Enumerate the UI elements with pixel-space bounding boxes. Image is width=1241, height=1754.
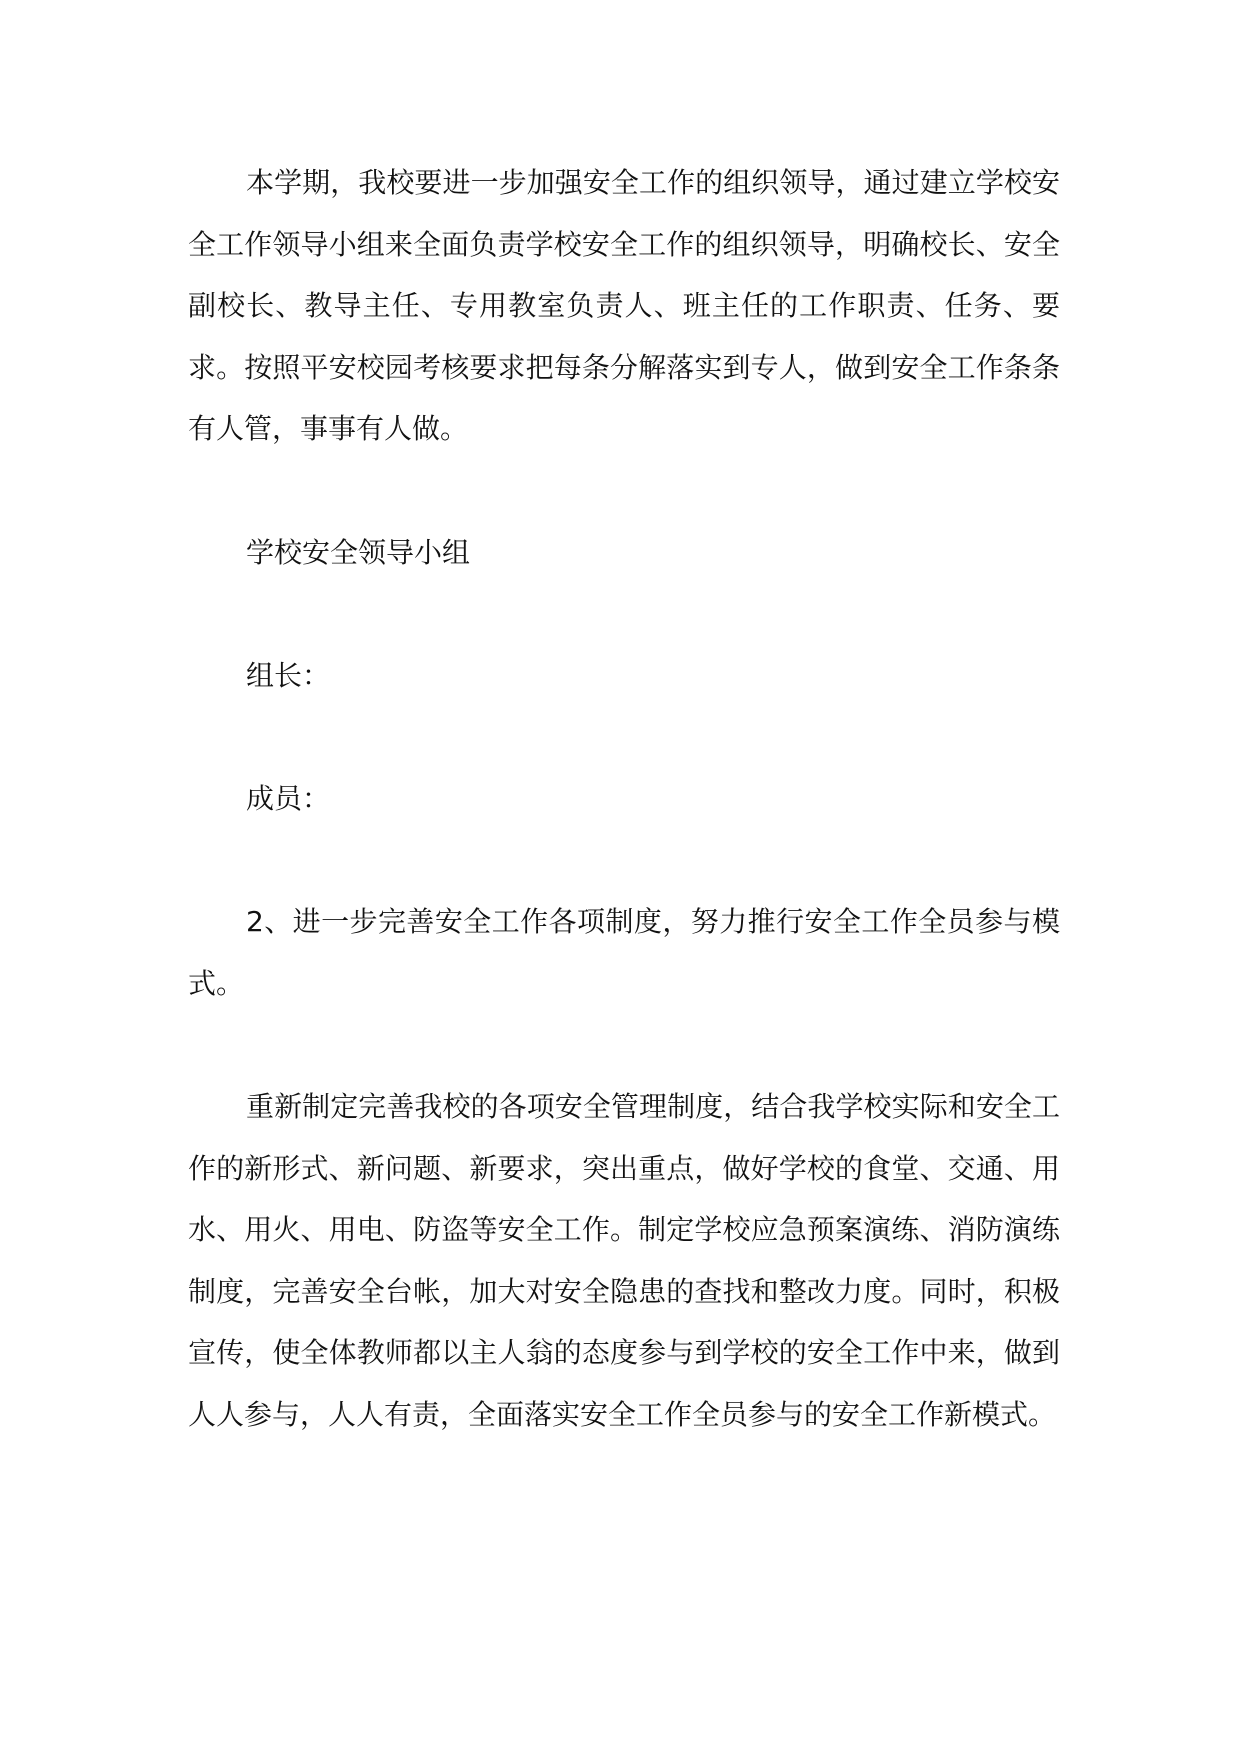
paragraph-item-2: 2、进一步完善安全工作各项制度，努力推行安全工作全员参与模式。	[188, 905, 1060, 1000]
paragraph-group-members: 成员：	[246, 781, 331, 815]
document-body	[188, 152, 1060, 1507]
paragraph-group-leader: 组长：	[246, 658, 331, 692]
paragraph-system-improvement: 重新制定完善我校的各项安全管理制度，结合我学校实际和安全工作的新形式、新问题、新要求，突出重点，做好学校的食堂、交通、用水、用火、用电、防盗等安全工作。制定学校应急预案演练、消防演练制度，完善安全台帐，加大对安全隐患的查找和整改力度。同时，积极宣传，使全体教师都以主人翁的态度参与到学校的安全工作中来，做到人人参与，人人有责，全面落实安全工作全员参与的安全工作新模式。	[188, 1089, 1060, 1431]
paragraph-intro: 本学期，我校要进一步加强安全工作的组织领导，通过建立学校安全工作领导小组来全面负责学校安全工作的组织领导，明确校长、安全副校长、教导主任、专用教室负责人、班主任的工作职责、任务、要求。按照平安校园考核要求把每条分解落实到专人，做到安全工作条条有人管，事事有人做。	[188, 166, 1060, 446]
paragraph-leadership-group-title: 学校安全领导小组	[246, 535, 471, 569]
